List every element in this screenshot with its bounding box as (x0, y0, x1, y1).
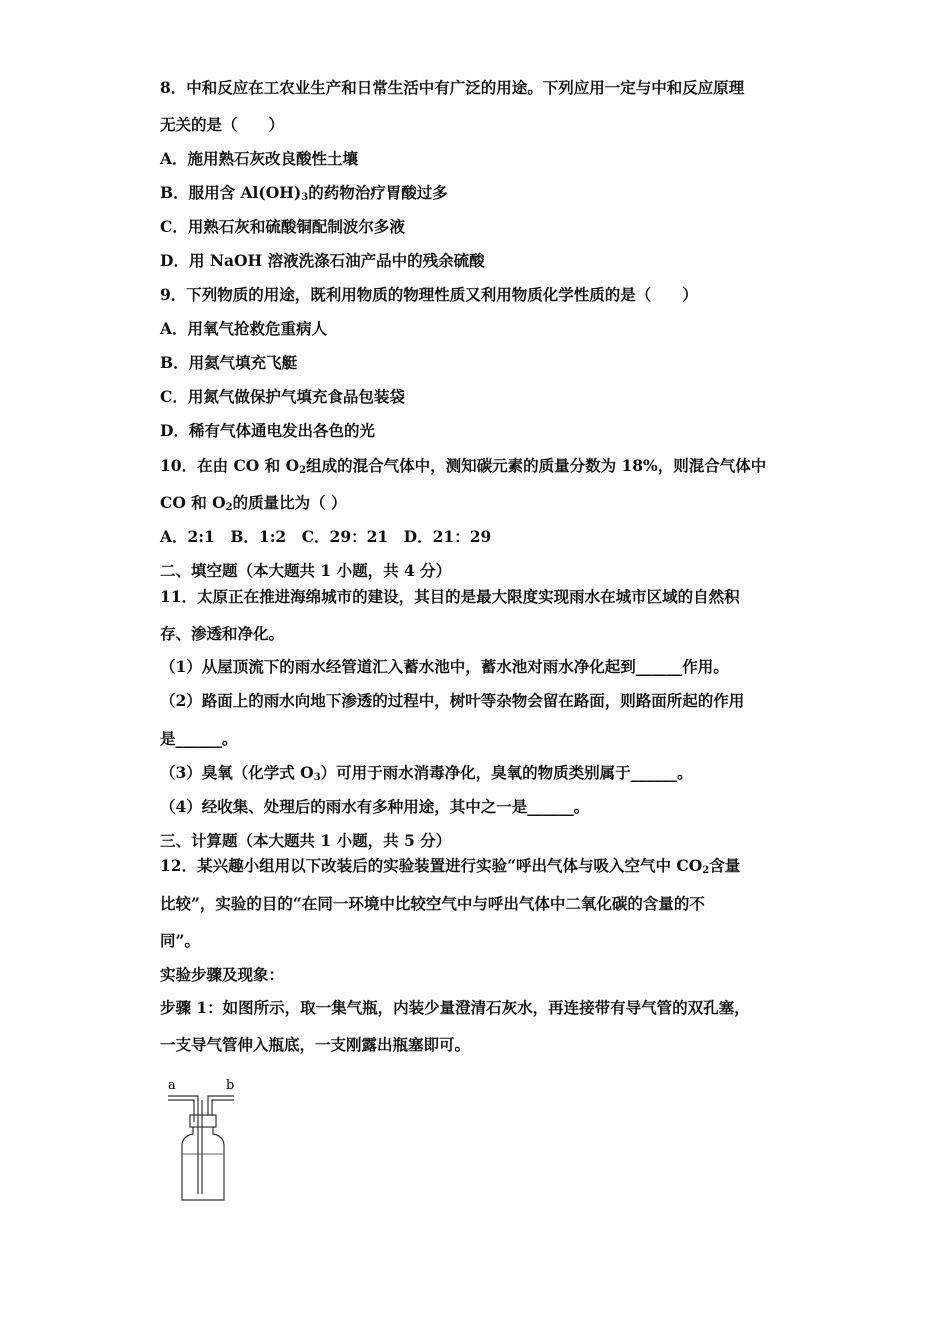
q11-part3-sub: 3 (313, 772, 321, 783)
q9-option-d: D．稀有气体通电发出各色的光 (160, 421, 375, 440)
gas-bottle-figure (160, 1072, 260, 1207)
q8-option-b (160, 183, 448, 208)
section-fill-in-heading: 二、填空题（本大题共 1 小题，共 4 分） (160, 561, 452, 580)
bottle-drawing (168, 1096, 234, 1200)
q8-option-b-post: 的药物治疗胃酸过多 (308, 183, 448, 202)
q11-part4: （4）经收集、处理后的雨水有多种用途，其中之一是______。 (160, 797, 590, 816)
q8-option-d: D．用 NaOH 溶液洗涤石油产品中的残余硫酸 (160, 251, 485, 270)
q12-stem1-pre: 12．某兴趣小组用以下改装后的实验装置进行实验“呼出气体与吸入空气中 CO (160, 856, 703, 875)
q10-stem-line1 (160, 456, 766, 481)
q8-option-b-sub: 3 (301, 192, 309, 203)
q9-stem: 9．下列物质的用途，既利用物质的物理性质又利用物质化学性质的是（ ） (160, 285, 698, 304)
q10-stem2-sub: 2 (225, 502, 233, 513)
q12-steps-title: 实验步骤及现象： (160, 965, 285, 984)
q11-part1: （1）从屋顶流下的雨水经管道汇入蓄水池中，蓄水池对雨水净化起到______作用。 (160, 657, 729, 676)
q8-option-b-pre: B．服用含 Al(OH) (160, 183, 302, 202)
q8-option-c: C．用熟石灰和硫酸铜配制波尔多液 (160, 217, 405, 236)
q10-stem2-post: 的质量比为（ ） (232, 493, 347, 512)
q10-options: A．2:1 B．1:2 C．29：21 D．21：29 (160, 527, 492, 546)
q12-step1-line2: 一支导气管伸入瓶底，一支刚露出瓶塞即可。 (160, 1035, 471, 1054)
q12-stem-line3: 同”。 (160, 931, 200, 950)
q9-option-c: C．用氮气做保护气填充食品包装袋 (160, 387, 405, 406)
q12-stem-line2: 比较”，实验的目的“在同一环境中比较空气中与呼出气体中二氧化碳的含量的不 (160, 894, 705, 913)
q11-part3 (160, 763, 693, 788)
q11-part3-post: ）可用于雨水消毒净化，臭氧的物质类别属于______。 (320, 763, 693, 782)
q9-option-a: A．用氧气抢救危重病人 (160, 319, 328, 338)
q10-stem-line2 (160, 493, 347, 518)
q8-stem-line2: 无关的是（ ） (160, 115, 285, 134)
q9-option-b: B．用氦气填充飞艇 (160, 353, 298, 372)
q12-step1-line1: 步骤 1：如图所示，取一集气瓶，内装少量澄清石灰水，再连接带有导气管的双孔塞， (160, 998, 750, 1017)
section-calc-heading: 三、计算题（本大题共 1 小题，共 5 分） (160, 831, 452, 850)
q10-stem2-pre: CO 和 O (160, 493, 226, 512)
tube-label-b: b (226, 1078, 235, 1093)
q8-option-a: A．施用熟石灰改良酸性土壤 (160, 149, 359, 168)
q12-stem-line1 (160, 856, 740, 881)
q11-stem-line1: 11．太原正在推进海绵城市的建设，其目的是最大限度实现雨水在城市区域的自然积 (160, 587, 740, 606)
q8-stem-line1: 8．中和反应在工农业生产和日常生活中有广泛的用途。下列应用一定与中和反应原理 (160, 78, 745, 97)
q11-stem-line2: 存、渗透和净化。 (160, 624, 285, 643)
q11-part2-line1: （2）路面上的雨水向地下渗透的过程中，树叶等杂物会留在路面，则路面所起的作用 (160, 691, 745, 710)
q12-stem1-post: 含量 (709, 856, 741, 875)
tube-label-a: a (168, 1078, 176, 1093)
q10-stem1-sub: 2 (299, 465, 307, 476)
q11-part3-pre: （3）臭氧（化学式 O (160, 763, 314, 782)
q10-stem1-pre: 10．在由 CO 和 O (160, 456, 300, 475)
q10-stem1-post: 组成的混合气体中，测知碳元素的质量分数为 18%，则混合气体中 (306, 456, 767, 475)
q12-stem1-sub: 2 (702, 865, 710, 876)
q11-part2-line2: 是______。 (160, 729, 238, 748)
